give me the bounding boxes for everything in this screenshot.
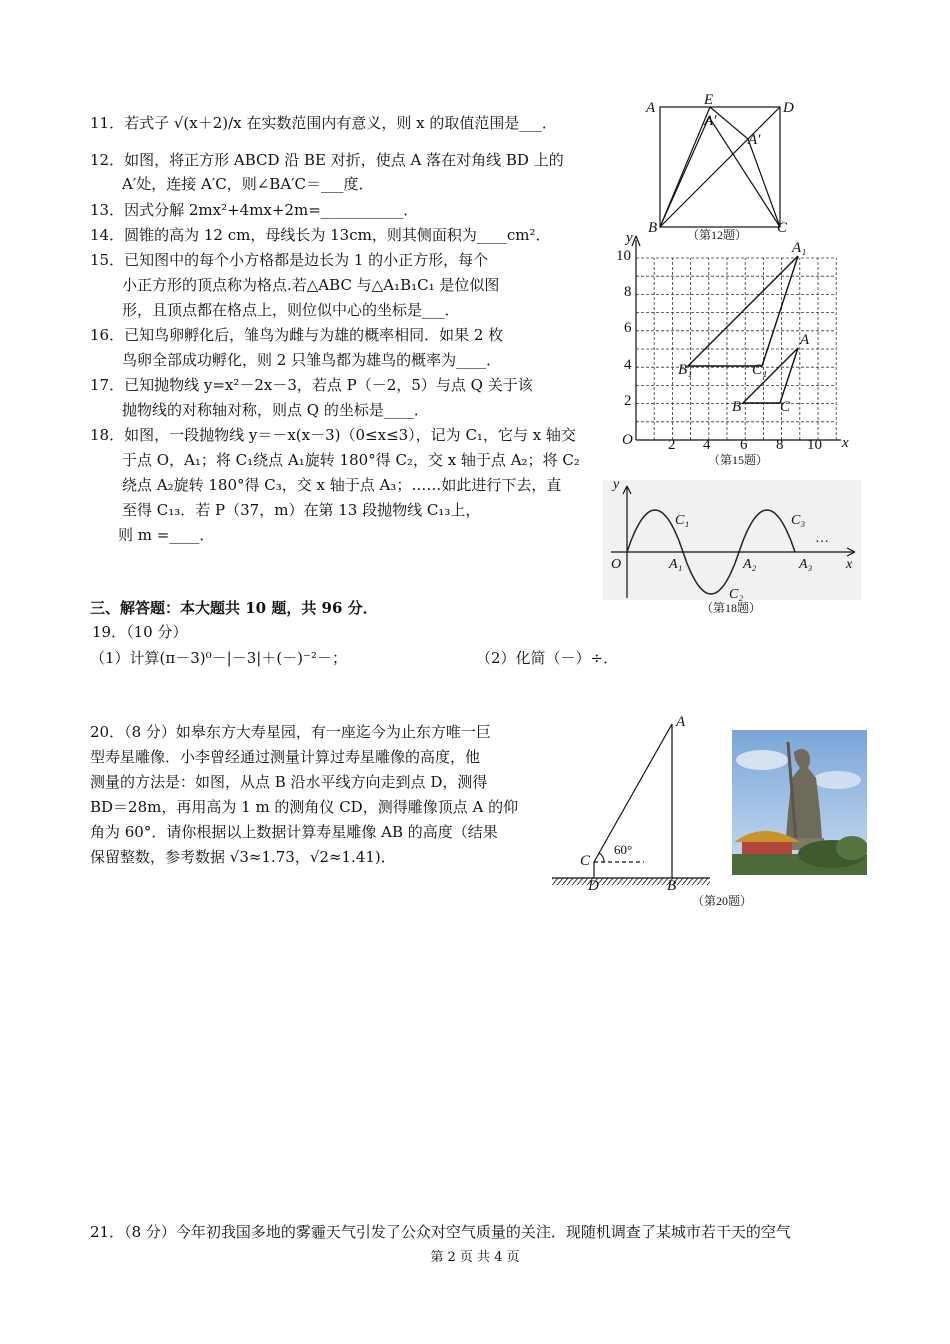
ytick-8: 8 (624, 284, 632, 300)
figure-20 (548, 710, 763, 910)
label-a1: A₁ (792, 240, 807, 256)
xtick-4: 4 (703, 437, 711, 453)
xtick-6: 6 (740, 437, 748, 453)
caption: （第12题） (687, 228, 748, 242)
origin-label: O (611, 557, 622, 572)
label-c3: C₃ (791, 513, 806, 528)
q15-line-3: 形，且顶点都在格点上，则位似中心的坐标是___． (122, 301, 460, 319)
axis-x-label: x (842, 435, 849, 451)
segment-a1c (709, 117, 780, 227)
q20-line-3: 测量的方法是：如图，从点 B 沿水平线方向走到点 D，测得 (90, 773, 488, 791)
xtick-10: 10 (807, 437, 822, 453)
q20-line-6: 保留整数，参考数据 √3≈1.73，√2≈1.41)． (90, 848, 396, 866)
label-c1: C₁ (752, 362, 768, 378)
label-a: A (646, 100, 656, 116)
label-e: E (704, 92, 714, 108)
label-c1: C₁ (675, 513, 690, 528)
label-d: D (588, 878, 599, 894)
label-b: B (648, 220, 658, 236)
caption: （第20题） (692, 894, 753, 908)
angle-label: 60° (614, 842, 633, 857)
figure-15 (616, 228, 856, 470)
label-a3: A₃ (799, 557, 813, 572)
label-a1: A₁ (669, 557, 683, 572)
angle-arc (599, 853, 604, 862)
q20-line-1: 20．（8 分）如皋东方大寿星园，有一座迄今为止东方唯一巨 (90, 723, 491, 741)
q16-line-1: 16．已知鸟卵孵化后，雏鸟为雌与为雄的概率相同．如果 2 枚 (90, 326, 504, 344)
caption: （第18题） (701, 601, 762, 615)
q12-line-2: A′处，连接 A′C，则∠BA′C＝___度． (122, 175, 374, 193)
ytick-4: 4 (624, 357, 632, 373)
q18-line-4: 至得 C₁₃．若 P（37，m）在第 13 段抛物线 C₁₃上， (122, 501, 481, 519)
q18-line-2: 于点 O，A₁；将 C₁绕点 A₁旋转 180°得 C₂，交 x 轴于点 A₂；将 C₂ (122, 451, 580, 469)
q19-part1: （1）计算(π－3)⁰－|－3|＋(－)⁻²－； (90, 649, 347, 667)
statue-photo (732, 730, 867, 875)
label-b: B (667, 878, 677, 894)
q20-line-4: BD＝28m，再用高为 1 m 的测角仪 CD，测得雕像顶点 A 的仰 (90, 798, 519, 816)
ytick-6: 6 (624, 320, 632, 336)
label-a-prime-2: A′ (748, 132, 761, 148)
label-c: C (780, 399, 791, 415)
label-c: C (580, 853, 591, 869)
axis-y-label: y (613, 480, 620, 492)
q21-line: 21．（8 分）今年初我国多地的雾霾天气引发了公众对空气质量的关注．现随机调查了某城市若干天的空气 (90, 1223, 791, 1241)
q17-line-1: 17．已知抛物线 y=x²－2x－3，若点 P（－2，5）与点 Q 关于该 (90, 376, 533, 394)
q13-line: 13．因式分解 2mx²+4mx+2m=___________． (90, 201, 419, 219)
q19-part2: （2）化简（－）÷． (476, 649, 619, 667)
ytick-10: 10 (616, 248, 631, 264)
q15-line-1: 15．已知图中的每个小方格都是边长为 1 的小正方形，每个 (90, 251, 489, 269)
label-c: C (777, 220, 788, 236)
q15-line-2: 小正方形的顶点称为格点.若△ABC 与△A₁B₁C₁ 是位似图 (122, 276, 500, 294)
q17-line-2: 抛物线的对称轴对称，则点 Q 的坐标是____． (122, 401, 429, 419)
label-a-prime-1: A′ (704, 113, 717, 129)
xtick-2: 2 (668, 437, 676, 453)
segment-bd (660, 107, 780, 227)
label-a2: A₂ (743, 557, 757, 572)
q11-line: 11．若式子 √(x＋2)/x 在实数范围内有意义，则 x 的取值范围是___． (90, 114, 557, 132)
segment-a2c (748, 139, 780, 227)
q18-line-5: 则 m =____． (118, 526, 215, 544)
label-a: A (676, 714, 686, 730)
sight-line (594, 724, 672, 862)
segment-ba1 (660, 117, 709, 227)
section-heading: 三、解答题：本大题共 10 题，共 96 分． (90, 599, 378, 617)
figure-12 (640, 92, 800, 247)
ellipsis: … (815, 531, 829, 546)
q16-line-2: 鸟卵全部成功孵化，则 2 只雏鸟都为雄鸟的概率为____． (122, 351, 502, 369)
page-footer: 第 2 页 共 4 页 (430, 1250, 520, 1265)
q14-line: 14．圆锥的高为 12 cm，母线长为 13cm，则其侧面积为____cm²． (90, 226, 551, 244)
caption: （第15题） (708, 453, 769, 467)
label-a: A (800, 332, 810, 348)
ytick-2: 2 (624, 393, 632, 409)
axis-y-label: y (626, 230, 633, 246)
figure-18 (603, 480, 861, 618)
label-b: B (732, 399, 742, 415)
q19-head: 19．（10 分） (92, 623, 188, 641)
label-d: D (783, 100, 794, 116)
q12-line-1: 12．如图，将正方形 ABCD 沿 BE 对折，使点 A 落在对角线 BD 上的 (90, 151, 564, 169)
q20-line-2: 型寿星雕像．小李曾经通过测量计算过寿星雕像的高度，他 (90, 748, 481, 766)
origin-label: O (622, 432, 633, 448)
xtick-8: 8 (776, 437, 784, 453)
q20-line-5: 角为 60°．请你根据以上数据计算寿星雕像 AB 的高度（结果 (90, 823, 498, 841)
q18-line-3: 绕点 A₂旋转 180°得 C₃，交 x 轴于点 A₃；……如此进行下去，直 (122, 476, 562, 494)
axis-x-label: x (846, 557, 853, 572)
q18-line-1: 18．如图，一段抛物线 y＝－x(x－3)（0≤x≤3），记为 C₁，它与 x 轴交 (90, 426, 576, 444)
label-c2: C₂ (729, 587, 744, 602)
label-b1: B₁ (678, 362, 693, 378)
ground-hatch (552, 878, 710, 885)
